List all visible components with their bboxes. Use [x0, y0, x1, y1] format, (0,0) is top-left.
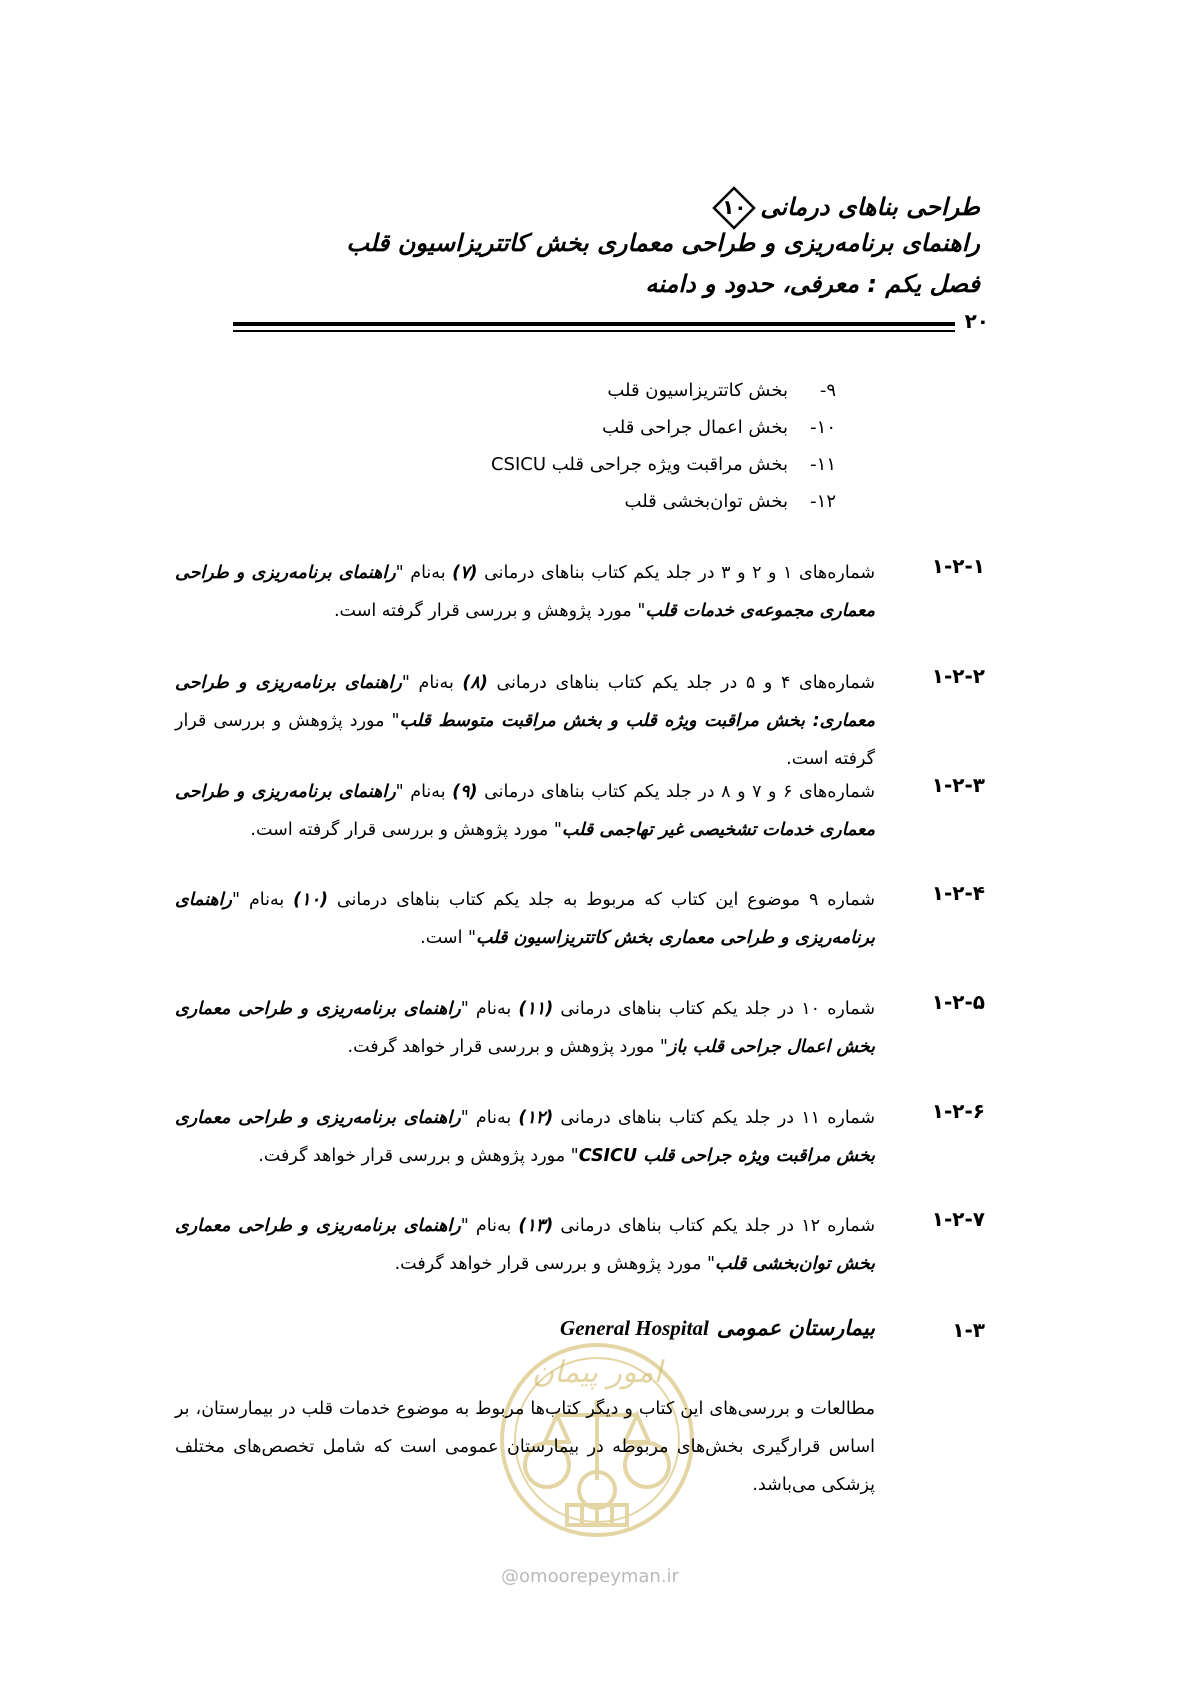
section-number: ۱-۲-۴: [931, 881, 985, 905]
chapter-title: فصل یکم : معرفی، حدود و دامنه: [645, 270, 980, 298]
list-item: [316, 372, 836, 409]
book-title: راهنمای برنامه‌ریزی و طراحی معماری بخش کاتتریزاسیون قلب: [346, 229, 980, 257]
list-item-number: ۱۰-: [810, 417, 836, 438]
section-number: ۱-۲-۲: [931, 664, 985, 688]
list-item-number: ۱۲-: [810, 491, 836, 512]
list-item-text: بخش مراقبت ویژه جراحی قلب CSICU: [490, 454, 788, 475]
body-paragraph: مطالعات و بررسی‌های این کتاب و دیگر کتاب‌ها مربوط به موضوع خدمات قلب در بیمارستان، بر اساس قرارگیری بخش‌های مربوطه در بیمارستان عمومی است که شامل تخصص‌های مختلف پزشکی می‌باشد.: [175, 1399, 875, 1495]
watermark-logo-text: امور پیمان: [532, 1355, 662, 1390]
department-list: [316, 372, 836, 520]
series-title-line: [712, 186, 980, 230]
section-text: شماره ۱۰ در جلد یکم کتاب بناهای درمانی (۱۱) به‌نام "راهنمای برنامه‌ریزی و طراحی معماری بخش اعمال جراحی قلب باز" مورد پژوهش و بررسی قرار خواهد گرفت.: [175, 999, 875, 1057]
list-item-number: ۱۱-: [810, 454, 836, 475]
section-text: شماره‌های ۶ و ۷ و ۸ در جلد یکم کتاب بناهای درمانی (۹) به‌نام "راهنمای برنامه‌ریزی و طراحی معماری خدمات تشخیصی غیر تهاجمی قلب" مورد پژوهش و بررسی قرار گرفته است.: [175, 782, 875, 840]
heading-title-fa: بیمارستان عمومی: [716, 1316, 875, 1340]
list-item-number: ۹-: [819, 380, 836, 401]
section-number: ۱-۲-۱: [931, 554, 985, 578]
section-text: شماره‌های ۴ و ۵ در جلد یکم کتاب بناهای درمانی (۸) به‌نام "راهنمای برنامه‌ریزی و طراحی معماری: بخش مراقبت ویژه قلب و بخش مراقبت متوسط قلب" مورد پژوهش و بررسی قرار گرفته است.: [175, 673, 876, 769]
section-text: شماره ۱۱ در جلد یکم کتاب بناهای درمانی (۱۲) به‌نام "راهنمای برنامه‌ریزی و طراحی معماری بخش مراقبت ویژه جراحی قلب CSICU" مورد پژوهش و بررسی قرار خواهد گرفت.: [175, 1108, 875, 1166]
section-number: ۱-۲-۳: [931, 773, 985, 797]
section-text: شماره‌های ۱ و ۲ و ۳ در جلد یکم کتاب بناهای درمانی (۷) به‌نام "راهنمای برنامه‌ریزی و طراحی معماری مجموعه‌ی خدمات قلب" مورد پژوهش و بررسی قرار گرفته است.: [175, 563, 875, 621]
watermark-url: @omoorepeyman.ir: [501, 1566, 679, 1587]
header-rule-thick: [233, 322, 955, 326]
section-heading-title: [560, 1316, 875, 1341]
section-text: شماره ۹ موضوع این کتاب که مربوط به جلد یکم کتاب بناهای درمانی (۱۰) به‌نام "راهنمای برنامه‌ریزی و طراحی معماری بخش کاتتریزاسیون قلب" است.: [175, 890, 875, 948]
heading-title-en: General Hospital: [560, 1316, 709, 1340]
section-text: شماره ۱۲ در جلد یکم کتاب بناهای درمانی (۱۳) به‌نام "راهنمای برنامه‌ریزی و طراحی معماری بخش توان‌بخشی قلب" مورد پژوهش و بررسی قرار خواهد گرفت.: [175, 1216, 875, 1274]
book-number-badge: [712, 186, 756, 230]
list-item: [316, 483, 836, 520]
list-item: [316, 409, 836, 446]
book-number: ۱۰: [722, 195, 747, 219]
series-title: طراحی بناهای درمانی: [760, 193, 980, 221]
list-item-text: بخش اعمال جراحی قلب: [602, 417, 788, 438]
list-item-text: بخش کاتتریزاسیون قلب: [607, 380, 788, 401]
section-number: ۱-۳: [952, 1318, 985, 1342]
list-item-text: بخش توان‌بخشی قلب: [624, 491, 788, 512]
page-number: ۲۰: [964, 309, 989, 333]
section-number: ۱-۲-۶: [931, 1099, 985, 1123]
list-item: [316, 446, 836, 483]
section-number: ۱-۲-۷: [931, 1207, 985, 1231]
section-number: ۱-۲-۵: [931, 990, 985, 1014]
header-rule-thin: [233, 330, 955, 332]
